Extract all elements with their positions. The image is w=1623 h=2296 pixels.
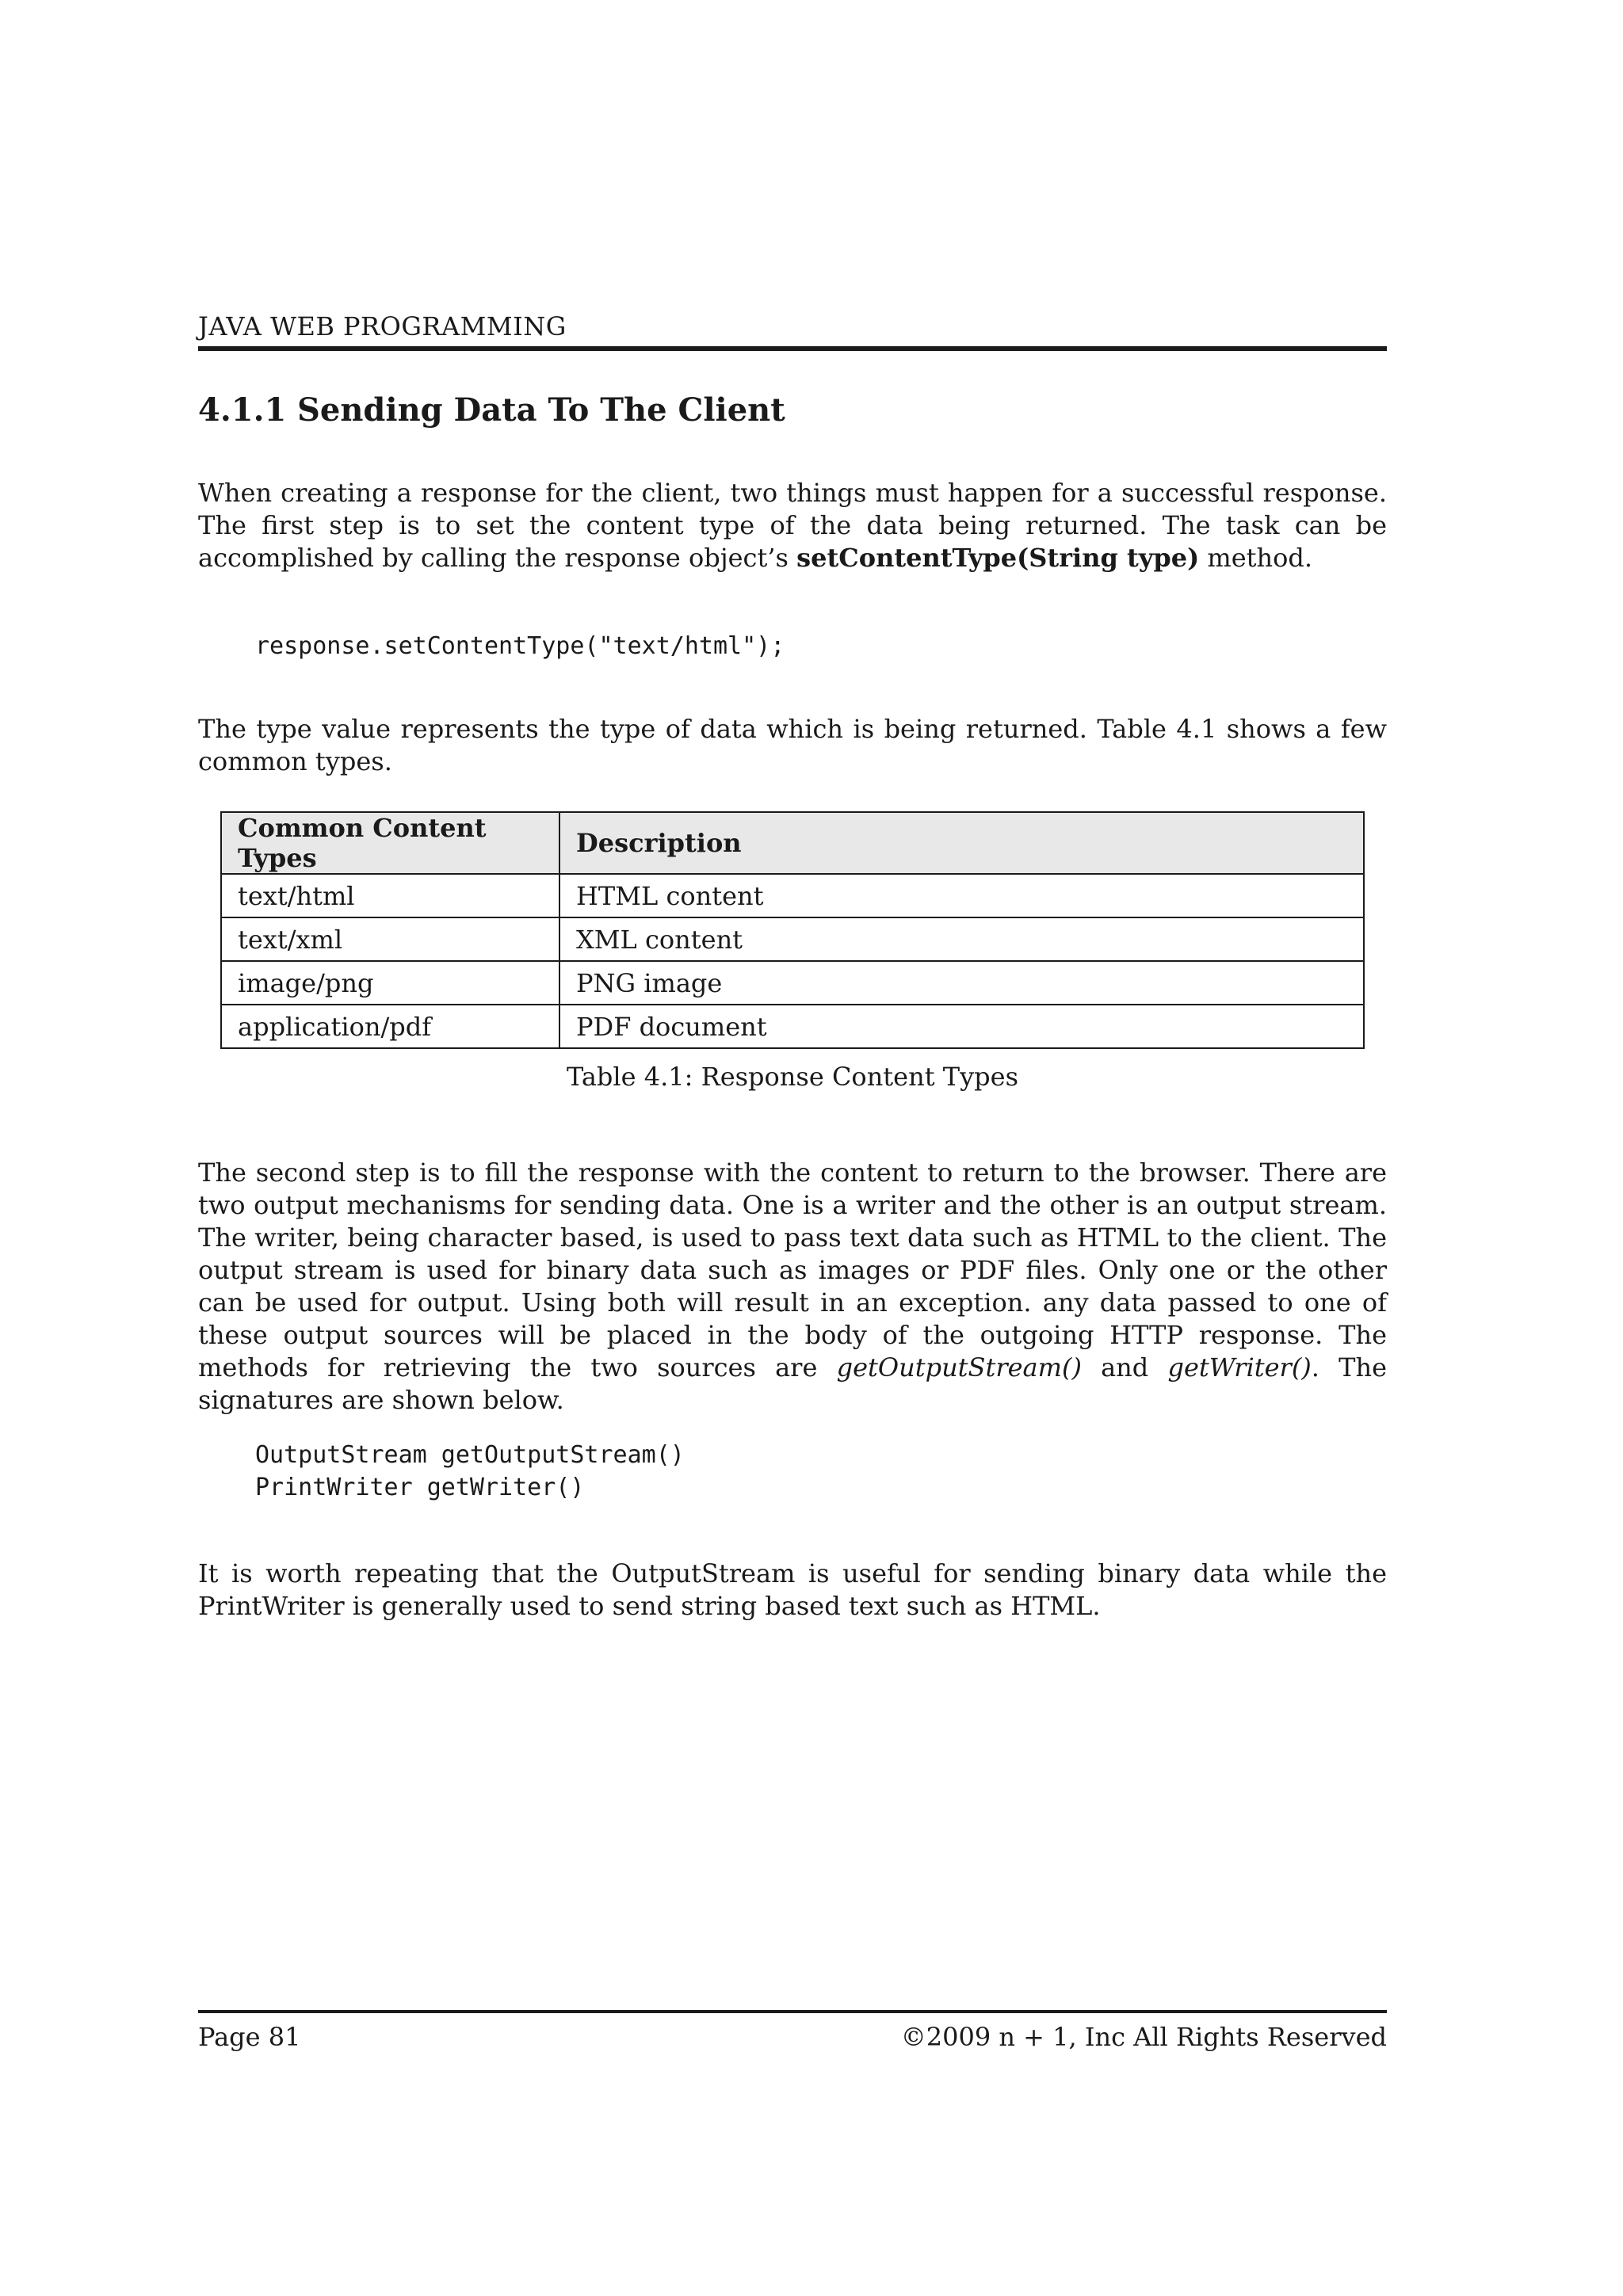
section-title: Sending Data To The Client xyxy=(297,391,785,429)
table-cell-type: text/xml xyxy=(221,917,559,961)
table-cell-type: text/html xyxy=(221,874,559,917)
table-cell-description: PNG image xyxy=(559,961,1364,1005)
paragraph-summary: It is worth repeating that the OutputStream is useful for sending binary data while the PrintWriter is generally used to send string based text such as HTML. xyxy=(198,1558,1387,1621)
paragraph-type-value: The type value represents the type of data which is being returned. Table 4.1 shows a few common types. xyxy=(198,714,1387,776)
paragraph-text: The second step is to fill the response with the content to return to the browser. There are two output mechanisms for sending data. One is a writer and the other is an output stream. The writer, being character based, is used to pass text data such as HTML to the client. The output stream is used for binary data such as images or PDF files. Only one or the other can be used for output. Using both will result in an exception. any data passed to one of these output sources will be placed in the body of the outgoing HTTP response. The methods for retrieving the two sources are xyxy=(198,1158,1387,1383)
paragraph-text: and xyxy=(1081,1352,1168,1383)
method-name-bold: setContentType(String type) xyxy=(796,543,1200,573)
table-cell-description: PDF document xyxy=(559,1005,1364,1048)
document-page xyxy=(198,0,1387,2296)
code-snippet-signatures xyxy=(255,1439,685,1504)
table-row xyxy=(221,961,1364,1005)
paragraph-text: . The signatures are shown below. xyxy=(198,1352,1388,1415)
paragraph-content-type-intro xyxy=(198,477,1387,574)
content-types-table xyxy=(220,811,1365,1049)
table-cell-description: HTML content xyxy=(559,874,1364,917)
table-cell-type: application/pdf xyxy=(221,1005,559,1048)
section-number: 4.1.1 xyxy=(198,391,287,429)
table-cell-description: XML content xyxy=(559,917,1364,961)
table-row xyxy=(221,1005,1364,1048)
method-name-italic: getOutputStream() xyxy=(836,1352,1082,1383)
page-number: Page 81 xyxy=(198,2022,301,2052)
code-line: OutputStream getOutputStream() xyxy=(255,1441,685,1469)
table-caption: Table 4.1: Response Content Types xyxy=(566,1062,1018,1092)
section-heading xyxy=(198,391,785,429)
header-rule xyxy=(198,346,1387,351)
table-row xyxy=(221,917,1364,961)
paragraph-text: When creating a response for the client, two things must happen for a successful response. The first step is to set the content type of the data being returned. The task can be accomplished by calling the response object’s xyxy=(198,478,1387,573)
code-line: PrintWriter getWriter() xyxy=(255,1474,585,1501)
running-header: JAVA WEB PROGRAMMING xyxy=(198,311,567,341)
column-header-description: Description xyxy=(559,812,1364,874)
column-header-content-types: Common Content Types xyxy=(221,812,559,874)
table-cell-type: image/png xyxy=(221,961,559,1005)
method-name-italic: getWriter() xyxy=(1167,1352,1312,1383)
paragraph-output-mechanisms xyxy=(198,1157,1387,1417)
paragraph-text: method. xyxy=(1199,543,1313,573)
table-row xyxy=(221,874,1364,917)
footer-rule xyxy=(198,2010,1387,2013)
copyright-notice: ©2009 n + 1, Inc All Rights Reserved xyxy=(900,2022,1387,2052)
table-header-row xyxy=(221,812,1364,874)
code-snippet-set-content-type: response.setContentType("text/html"); xyxy=(255,632,785,660)
